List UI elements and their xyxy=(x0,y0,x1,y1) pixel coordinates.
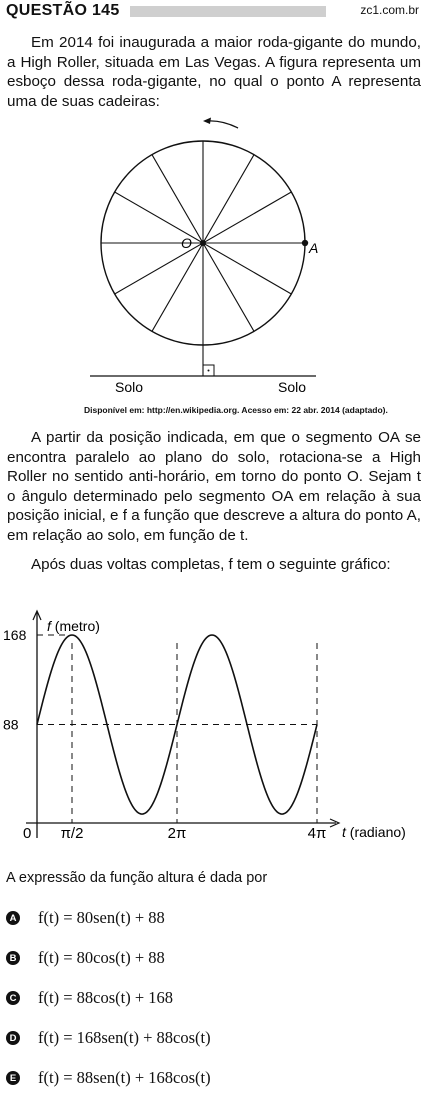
x-axis-label: t (radiano) xyxy=(342,824,406,840)
option-letter-badge: A xyxy=(6,911,20,925)
option-formula: f(t) = 80cos(t) + 88 xyxy=(38,948,165,967)
option-letter-badge: E xyxy=(6,1071,20,1085)
question-number: QUESTÃO 145 xyxy=(6,2,120,19)
option-letter-badge: C xyxy=(6,991,20,1005)
point-a-label: A xyxy=(309,240,319,256)
option-letter-badge: B xyxy=(6,951,20,965)
option-b[interactable] xyxy=(6,948,165,968)
option-c[interactable] xyxy=(6,988,173,1008)
question-prompt: A expressão da função altura é dada por xyxy=(6,870,268,886)
ferris-wheel-figure xyxy=(0,0,429,410)
intro-paragraph: Em 2014 foi inaugurada a maior roda-gigante do mundo, a High Roller, situada em Las Vegas. A figura representa um esboço dessa roda-gigante, no qual o ponto A representa uma de suas cadeiras: xyxy=(7,34,421,110)
option-formula: f(t) = 80sen(t) + 88 xyxy=(38,908,165,927)
option-letter-badge: D xyxy=(6,1031,20,1045)
x-tick-label: 0 xyxy=(23,825,32,842)
wheel-center-dot xyxy=(200,240,206,246)
option-e[interactable] xyxy=(6,1068,211,1088)
option-formula: f(t) = 168sen(t) + 88cos(t) xyxy=(38,1028,211,1047)
point-a-dot xyxy=(302,240,308,246)
x-tick-label: 4π xyxy=(307,825,327,842)
site-label: zc1.com.br xyxy=(360,3,419,17)
y-axis-label: f (metro) xyxy=(47,618,100,634)
y-tick-label-88: 88 xyxy=(3,716,19,733)
x-tick-label: 2π xyxy=(167,825,187,842)
option-formula: f(t) = 88sen(t) + 168cos(t) xyxy=(38,1068,211,1087)
y-tick-label-168: 168 xyxy=(3,627,27,643)
chart-labels xyxy=(3,618,406,842)
ground-label-right: Solo xyxy=(278,379,307,395)
x-tick-label: π/2 xyxy=(60,825,84,842)
ground-label-left: Solo xyxy=(115,379,144,395)
height-function-chart xyxy=(0,590,429,860)
center-label: O xyxy=(181,235,192,251)
chart-guides xyxy=(37,635,317,823)
source-citation: Disponível em: http://en.wikipedia.org. Acesso em: 22 abr. 2014 (adaptado). xyxy=(84,405,388,415)
graph-caption: Após duas voltas completas, f tem o seguinte gráfico: xyxy=(31,556,391,573)
rotation-arrow xyxy=(203,118,238,129)
option-a[interactable] xyxy=(6,908,165,928)
option-d[interactable] xyxy=(6,1028,211,1048)
option-formula: f(t) = 88cos(t) + 168 xyxy=(38,988,173,1007)
body-paragraph: A partir da posição indicada, em que o segmento OA se encontra paralelo ao plano do solo, rotaciona-se a High Roller no sentido anti-horário, em torno do ponto O. Sejam t o ângulo determinado pelo segmento OA em relação à sua posição inicial, e f a função que descreve a altura do ponto A, em relação ao solo, em função de t. xyxy=(7,429,421,544)
